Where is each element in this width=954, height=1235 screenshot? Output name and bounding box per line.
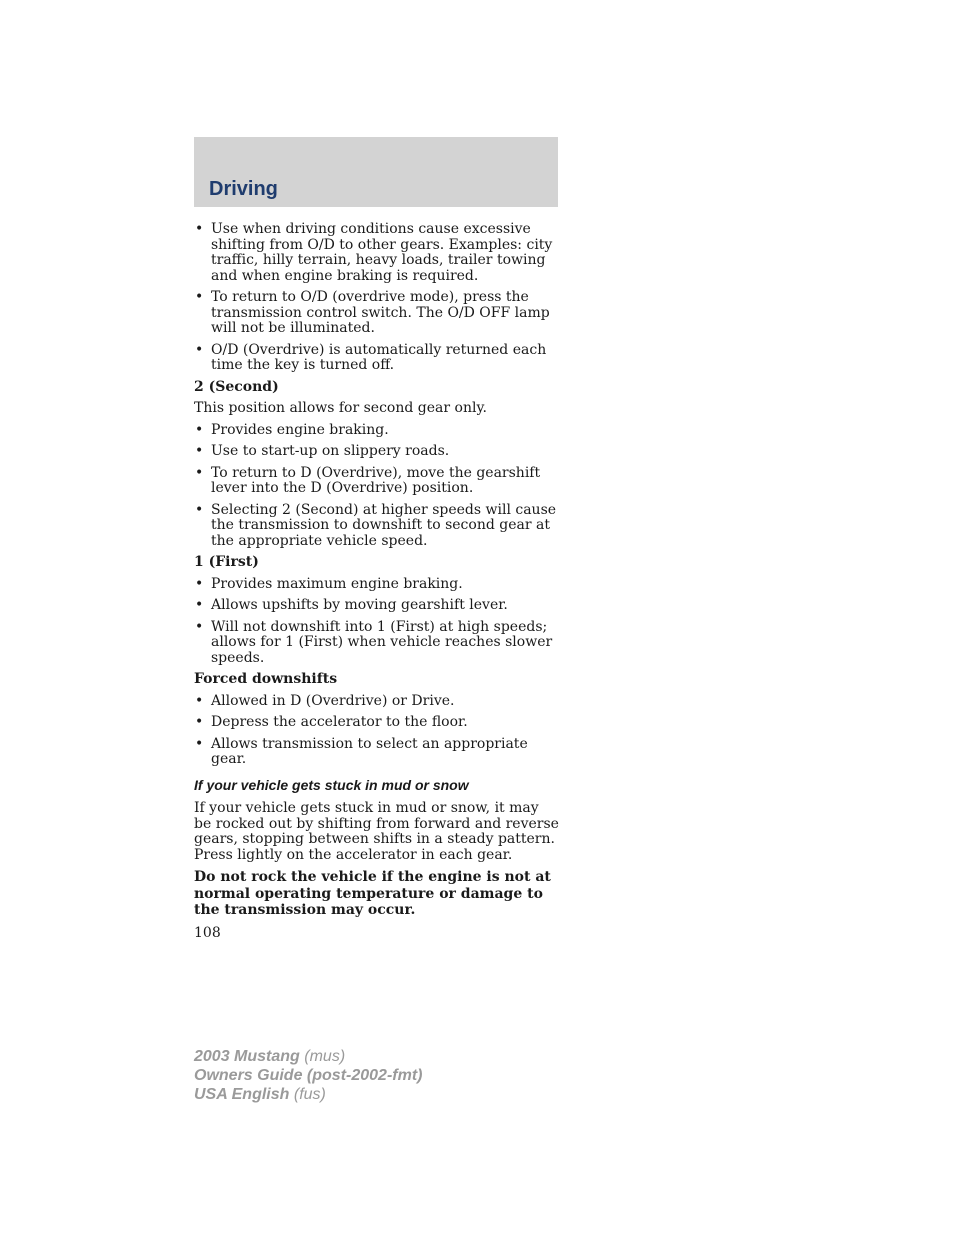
page-number: 108 [194,925,221,941]
second-gear-heading: 2 (Second) [194,378,279,395]
second-gear-bullet-list [194,423,559,550]
list-item: • Use when driving conditions cause excessive shifting from O/D to other gears. Examples: city traffic, hilly terrain, heavy loads, trailer towing and when engine braking is required. [194,222,559,284]
stuck-in-mud-body: If your vehicle gets stuck in mud or snow, it may be rocked out by shifting from forward and reverse gears, stopping between shifts in a steady pattern. Press lightly on the accelerator in each gear. [194,800,559,863]
section-title: Driving [209,178,278,200]
footer-guide: Owners Guide (post-2002-fmt) [194,1067,423,1084]
list-item: • Depress the accelerator to the floor. [194,715,559,731]
second-gear-description: This position allows for second gear only. [194,400,487,416]
list-item: • To return to D (Overdrive), move the gearshift lever into the D (Overdrive) position. [194,466,559,497]
stuck-in-mud-subheading: If your vehicle gets stuck in mud or snow [194,776,469,793]
forced-downshifts-heading: Forced downshifts [194,671,338,687]
footer-model: 2003 Mustang [194,1048,300,1065]
section-header-bar [194,137,558,207]
footer-line-model [194,1047,422,1066]
intro-bullet-list [194,222,559,374]
list-item: • Allows transmission to select an appropriate gear. [194,737,559,768]
list-item: • Allows upshifts by moving gearshift lever. [194,598,559,614]
list-item: • Will not downshift into 1 (First) at high speeds; allows for 1 (First) when vehicle reaches slower speeds. [194,620,559,667]
forced-downshifts-bullet-list [194,694,559,768]
document-footer [194,1047,422,1104]
page-content [194,222,559,919]
first-gear-heading: 1 (First) [194,554,259,570]
footer-language-code: (fus) [289,1086,326,1103]
list-item: • O/D (Overdrive) is automatically returned each time the key is turned off. [194,343,559,374]
footer-line-guide [194,1066,422,1085]
list-item: • To return to O/D (overdrive mode), press the transmission control switch. The O/D OFF lamp will not be illuminated. [194,290,559,337]
list-item: • Allowed in D (Overdrive) or Drive. [194,694,559,710]
footer-line-language [194,1085,422,1104]
list-item: • Provides maximum engine braking. [194,577,559,593]
footer-language: USA English [194,1086,290,1103]
list-item: • Use to start-up on slippery roads. [194,444,559,460]
list-item: • Provides engine braking. [194,423,559,439]
list-item: • Selecting 2 (Second) at higher speeds will cause the transmission to downshift to second gear at the appropriate vehicle speed. [194,503,559,550]
footer-model-code: (mus) [299,1048,346,1065]
first-gear-bullet-list [194,577,559,667]
rocking-warning: Do not rock the vehicle if the engine is not at normal operating temperature or damage to the transmission may occur. [194,869,551,918]
